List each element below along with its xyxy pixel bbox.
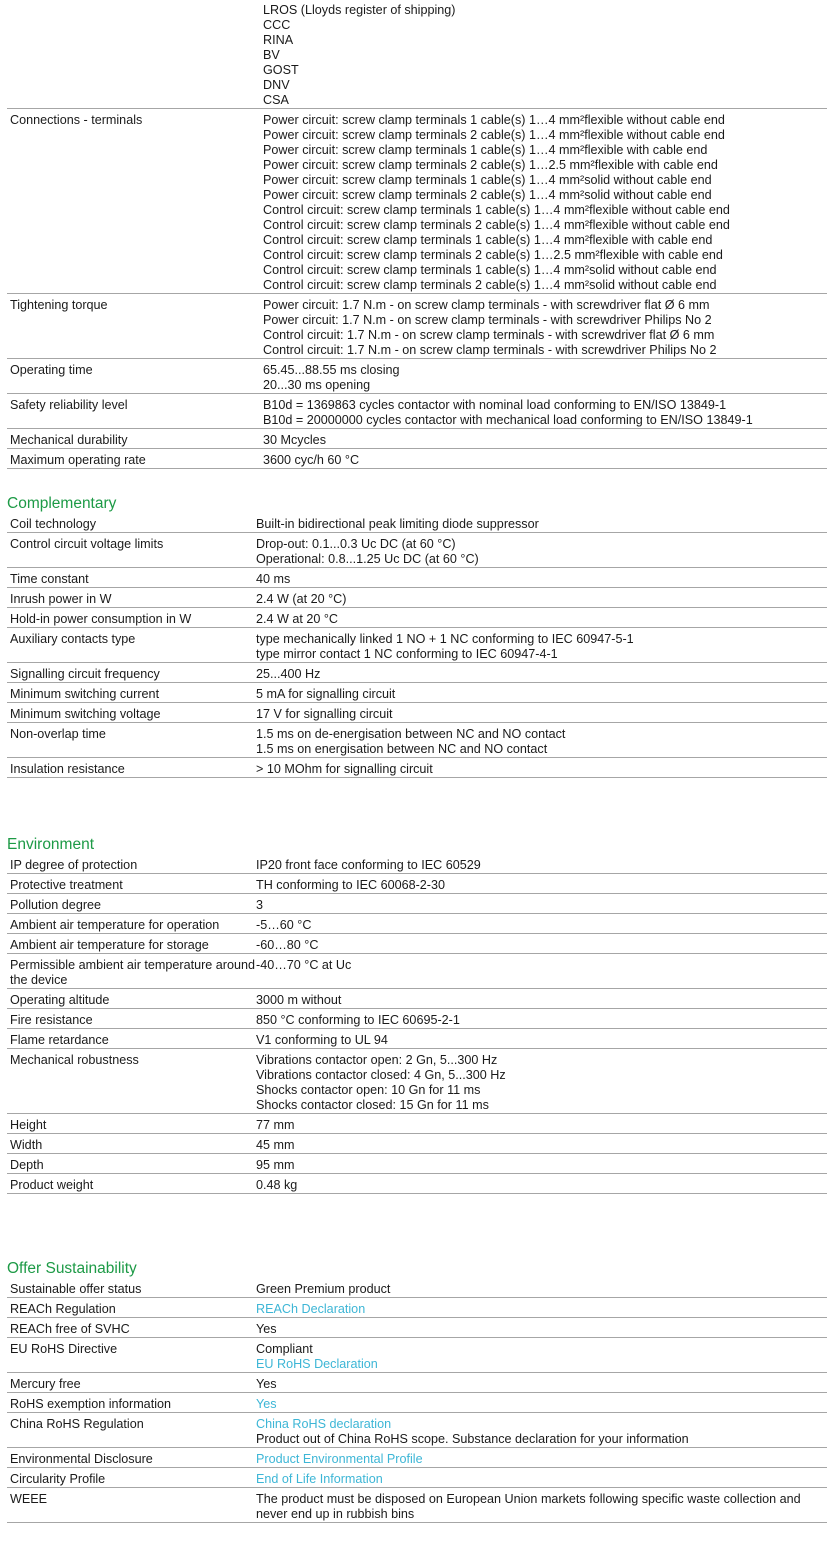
spec-label: Operating time	[10, 363, 93, 377]
spec-label: Hold-in power consumption in W	[10, 612, 192, 626]
complementary-spec-table	[7, 513, 827, 778]
spec-value	[256, 1053, 827, 1113]
spec-value	[256, 1158, 827, 1173]
spec-value-line: V1 conforming to UL 94	[256, 1033, 388, 1047]
spec-value-line: DNV	[263, 78, 290, 92]
spec-label: Inrush power in W	[10, 592, 112, 606]
spec-row	[7, 1174, 827, 1194]
spec-label: REACh Regulation	[10, 1302, 116, 1316]
spec-row	[7, 294, 827, 359]
spec-label: Height	[10, 1118, 47, 1132]
spec-row	[7, 1298, 827, 1318]
spec-value	[256, 918, 827, 933]
spec-value-line: > 10 MOhm for signalling circuit	[256, 762, 433, 776]
spec-value-line: Compliant	[256, 1342, 313, 1356]
spec-row	[7, 568, 827, 588]
spec-value	[256, 612, 827, 627]
spec-label: Operating altitude	[10, 993, 110, 1007]
spec-row	[7, 954, 827, 989]
spec-value	[256, 687, 827, 702]
spec-label: Mechanical robustness	[10, 1053, 139, 1067]
spec-value	[256, 958, 827, 988]
spec-row	[7, 1338, 827, 1373]
spec-value	[256, 1492, 827, 1522]
spec-row	[7, 449, 827, 469]
spec-label: Protective treatment	[10, 878, 123, 892]
spec-value-line: Control circuit: screw clamp terminals 1 cable(s) 1…4 mm²flexible with cable end	[263, 233, 713, 247]
spec-label: Mechanical durability	[10, 433, 128, 447]
spec-value-line: Power circuit: screw clamp terminals 1 cable(s) 1…4 mm²flexible without cable end	[263, 113, 725, 127]
spec-value-line: type mirror contact 1 NC conforming to IEC 60947-4-1	[256, 647, 558, 661]
spec-value-line: Vibrations contactor closed: 4 Gn, 5...300 Hz	[256, 1068, 506, 1082]
spec-label: Mercury free	[10, 1377, 81, 1391]
spec-value	[256, 1013, 827, 1028]
spec-value-line: GOST	[263, 63, 299, 77]
spec-value-line: B10d = 1369863 cycles contactor with nominal load conforming to EN/ISO 13849-1	[263, 398, 727, 412]
spec-row	[7, 874, 827, 894]
spec-value	[256, 727, 827, 757]
spec-value-line: 30 Mcycles	[263, 433, 326, 447]
spec-label: Safety reliability level	[10, 398, 128, 412]
spec-value-line: 0.48 kg	[256, 1178, 298, 1192]
spec-row	[7, 0, 827, 109]
spec-value	[256, 1138, 827, 1153]
spec-value-line: B10d = 20000000 cycles contactor with mechanical load conforming to EN/ISO 13849-1	[263, 413, 753, 427]
spec-value-line: Control circuit: screw clamp terminals 1 cable(s) 1…4 mm²flexible without cable end	[263, 203, 730, 217]
spec-value	[256, 1417, 827, 1447]
spec-value-line: 2.4 W at 20 °C	[256, 612, 339, 626]
spec-value-line: Power circuit: screw clamp terminals 2 cable(s) 1…4 mm²solid without cable end	[263, 188, 712, 202]
spec-value	[256, 1033, 827, 1048]
spec-row	[7, 628, 827, 663]
spec-value-line: 3000 m without	[256, 993, 342, 1007]
spec-value-line: Yes	[256, 1377, 277, 1391]
spec-value-line: LROS (Lloyds register of shipping)	[263, 3, 456, 17]
spec-value-line: Control circuit: 1.7 N.m - on screw clamp terminals - with screwdriver flat Ø 6 mm	[263, 328, 715, 342]
spec-label: Circularity Profile	[10, 1472, 106, 1486]
document-link[interactable]: Product Environmental Profile	[256, 1452, 423, 1466]
spec-label: Ambient air temperature for operation	[10, 918, 220, 932]
spec-label: RoHS exemption information	[10, 1397, 171, 1411]
spec-value-line: Shocks contactor open: 10 Gn for 11 ms	[256, 1083, 481, 1097]
spec-value-line: 850 °C conforming to IEC 60695-2-1	[256, 1013, 460, 1027]
document-link[interactable]: REACh Declaration	[256, 1302, 366, 1316]
spec-value-line: 2.4 W (at 20 °C)	[256, 592, 347, 606]
spec-value	[256, 537, 827, 567]
spec-value-line: Green Premium product	[256, 1282, 391, 1296]
spec-row	[7, 1468, 827, 1488]
spec-value-line: 3	[256, 898, 264, 912]
spec-row	[7, 1448, 827, 1468]
spec-row	[7, 394, 827, 429]
spec-value-line: Control circuit: screw clamp terminals 2 cable(s) 1…4 mm²flexible without cable end	[263, 218, 730, 232]
spec-value-line: Power circuit: screw clamp terminals 2 cable(s) 1…2.5 mm²flexible with cable end	[263, 158, 718, 172]
spec-row	[7, 1154, 827, 1174]
spec-row	[7, 1373, 827, 1393]
spec-value-line: Product out of China RoHS scope. Substance declaration for your information	[256, 1432, 689, 1446]
spec-value	[262, 453, 827, 468]
environment-spec-table	[7, 854, 827, 1194]
spec-value	[262, 113, 827, 293]
spec-row	[7, 359, 827, 394]
spec-value	[256, 707, 827, 722]
section-title-environment: Environment	[7, 836, 95, 853]
spec-label: Non-overlap time	[10, 727, 106, 741]
spec-label: Coil technology	[10, 517, 97, 531]
spec-value	[256, 632, 827, 662]
spec-row	[7, 513, 827, 533]
spec-value-line: type mechanically linked 1 NO + 1 NC conforming to IEC 60947-5-1	[256, 632, 634, 646]
spec-row	[7, 1114, 827, 1134]
spec-value-line: Control circuit: screw clamp terminals 2 cable(s) 1…4 mm²solid without cable end	[263, 278, 717, 292]
spec-value-line: Control circuit: screw clamp terminals 1 cable(s) 1…4 mm²solid without cable end	[263, 263, 717, 277]
section-title-offer-sustainability: Offer Sustainability	[7, 1260, 137, 1277]
spec-value	[256, 1452, 827, 1467]
spec-row	[7, 1049, 827, 1114]
spec-value-line: Shocks contactor closed: 15 Gn for 11 ms	[256, 1098, 489, 1112]
spec-value-line: Yes	[256, 1322, 277, 1336]
spec-row	[7, 894, 827, 914]
spec-value-line: Built-in bidirectional peak limiting diode suppressor	[256, 517, 539, 531]
spec-label: Environmental Disclosure	[10, 1452, 153, 1466]
spec-label: Product weight	[10, 1178, 94, 1192]
spec-label: Fire resistance	[10, 1013, 93, 1027]
spec-value-line: Control circuit: 1.7 N.m - on screw clamp terminals - with screwdriver Philips No 2	[263, 343, 717, 357]
sustainability-spec-table	[7, 1278, 827, 1523]
spec-value-line: 1.5 ms on de-energisation between NC and NO contact	[256, 727, 566, 741]
spec-value	[256, 898, 827, 913]
spec-value-line: Drop-out: 0.1...0.3 Uc DC (at 60 °C)	[256, 537, 456, 551]
spec-value-line: Power circuit: 1.7 N.m - on screw clamp terminals - with screwdriver Philips No 2	[263, 313, 712, 327]
spec-row	[7, 934, 827, 954]
spec-value	[256, 1397, 827, 1412]
spec-value	[256, 938, 827, 953]
document-link[interactable]: Yes	[256, 1397, 277, 1411]
spec-value-line: IP20 front face conforming to IEC 60529	[256, 858, 481, 872]
spec-label: Insulation resistance	[10, 762, 125, 776]
spec-label: Tightening torque	[10, 298, 108, 312]
spec-label: Depth	[10, 1158, 44, 1172]
spec-value-line: BV	[263, 48, 280, 62]
spec-value	[256, 1118, 827, 1133]
spec-row	[7, 758, 827, 778]
document-link[interactable]: EU RoHS Declaration	[256, 1357, 378, 1371]
spec-value-line: TH conforming to IEC 60068-2-30	[256, 878, 445, 892]
spec-value	[256, 1302, 827, 1317]
spec-row	[7, 1488, 827, 1523]
spec-value	[256, 1342, 827, 1372]
spec-value-line: Control circuit: screw clamp terminals 2 cable(s) 1…2.5 mm²flexible with cable end	[263, 248, 723, 262]
spec-value	[256, 517, 827, 532]
spec-label: Flame retardance	[10, 1033, 109, 1047]
spec-value-line: 45 mm	[256, 1138, 295, 1152]
spec-row	[7, 429, 827, 449]
spec-value	[256, 1282, 827, 1297]
spec-value-line: 20...30 ms opening	[263, 378, 371, 392]
section-title-complementary: Complementary	[7, 495, 117, 512]
spec-row	[7, 663, 827, 683]
spec-label: China RoHS Regulation	[10, 1417, 144, 1431]
spec-label: Minimum switching current	[10, 687, 160, 701]
spec-value-line: -60…80 °C	[256, 938, 319, 952]
spec-value	[256, 667, 827, 682]
spec-value	[256, 878, 827, 893]
spec-value-line: Operational: 0.8...1.25 Uc DC (at 60 °C)	[256, 552, 479, 566]
spec-value	[262, 363, 827, 393]
spec-value-line: 40 ms	[256, 572, 291, 586]
spec-value-line: 17 V for signalling circuit	[256, 707, 393, 721]
spec-row	[7, 533, 827, 568]
spec-row	[7, 588, 827, 608]
spec-value	[256, 762, 827, 777]
spec-value-line: 3600 cyc/h 60 °C	[263, 453, 360, 467]
spec-label: REACh free of SVHC	[10, 1322, 130, 1336]
spec-value-line: 1.5 ms on energisation between NC and NO contact	[256, 742, 548, 756]
spec-value-line: -40…70 °C at Uc	[256, 958, 352, 972]
spec-label: Control circuit voltage limits	[10, 537, 164, 551]
spec-row	[7, 914, 827, 934]
spec-value	[256, 993, 827, 1008]
spec-value-line: Power circuit: screw clamp terminals 1 cable(s) 1…4 mm²flexible with cable end	[263, 143, 708, 157]
document-link[interactable]: End of Life Information	[256, 1472, 383, 1486]
spec-label: Sustainable offer status	[10, 1282, 142, 1296]
spec-value	[256, 592, 827, 607]
spec-label	[7, 3, 262, 108]
spec-value-line: 25...400 Hz	[256, 667, 321, 681]
spec-row	[7, 608, 827, 628]
spec-label: Minimum switching voltage	[10, 707, 161, 721]
spec-row	[7, 989, 827, 1009]
spec-value-line: The product must be disposed on European Union markets following specific waste collection and never end up in rubbish bins	[256, 1492, 801, 1521]
spec-value	[262, 3, 827, 108]
document-link[interactable]: China RoHS declaration	[256, 1417, 392, 1431]
spec-value-line: 95 mm	[256, 1158, 295, 1172]
spec-label: Maximum operating rate	[10, 453, 146, 467]
spec-value-line: 77 mm	[256, 1118, 295, 1132]
spec-value	[262, 398, 827, 428]
spec-row	[7, 723, 827, 758]
spec-row	[7, 1393, 827, 1413]
spec-row	[7, 1413, 827, 1448]
spec-label: EU RoHS Directive	[10, 1342, 118, 1356]
spec-value-line: 65.45...88.55 ms closing	[263, 363, 400, 377]
general-spec-table	[7, 0, 827, 469]
spec-value-line: -5…60 °C	[256, 918, 312, 932]
spec-row	[7, 703, 827, 723]
spec-value-line: RINA	[263, 33, 294, 47]
spec-value-line: Power circuit: screw clamp terminals 1 cable(s) 1…4 mm²solid without cable end	[263, 173, 712, 187]
spec-row	[7, 854, 827, 874]
spec-value	[256, 1178, 827, 1193]
spec-label: Ambient air temperature for storage	[10, 938, 209, 952]
spec-row	[7, 1029, 827, 1049]
spec-row	[7, 1134, 827, 1154]
spec-value	[262, 433, 827, 448]
spec-label: Auxiliary contacts type	[10, 632, 136, 646]
spec-label: WEEE	[10, 1492, 48, 1506]
spec-value-line: Power circuit: screw clamp terminals 2 cable(s) 1…4 mm²flexible without cable end	[263, 128, 725, 142]
spec-label: Connections - terminals	[10, 113, 143, 127]
spec-value	[256, 572, 827, 587]
spec-value-line: 5 mA for signalling circuit	[256, 687, 396, 701]
spec-value-line: CSA	[263, 93, 289, 107]
spec-row	[7, 1009, 827, 1029]
spec-row	[7, 1318, 827, 1338]
spec-value-line: CCC	[263, 18, 291, 32]
spec-value	[256, 1322, 827, 1337]
spec-value	[256, 858, 827, 873]
spec-label: Permissible ambient air temperature around the device	[10, 958, 255, 987]
spec-label: Pollution degree	[10, 898, 102, 912]
spec-label: Signalling circuit frequency	[10, 667, 160, 681]
spec-label: IP degree of protection	[10, 858, 138, 872]
spec-row	[7, 109, 827, 294]
spec-value-line: Vibrations contactor open: 2 Gn, 5...300 Hz	[256, 1053, 498, 1067]
spec-value	[262, 298, 827, 358]
spec-label: Time constant	[10, 572, 89, 586]
spec-label: Width	[10, 1138, 43, 1152]
spec-value-line: Power circuit: 1.7 N.m - on screw clamp terminals - with screwdriver flat Ø 6 mm	[263, 298, 710, 312]
spec-value	[256, 1472, 827, 1487]
spec-value	[256, 1377, 827, 1392]
spec-row	[7, 1278, 827, 1298]
spec-row	[7, 683, 827, 703]
